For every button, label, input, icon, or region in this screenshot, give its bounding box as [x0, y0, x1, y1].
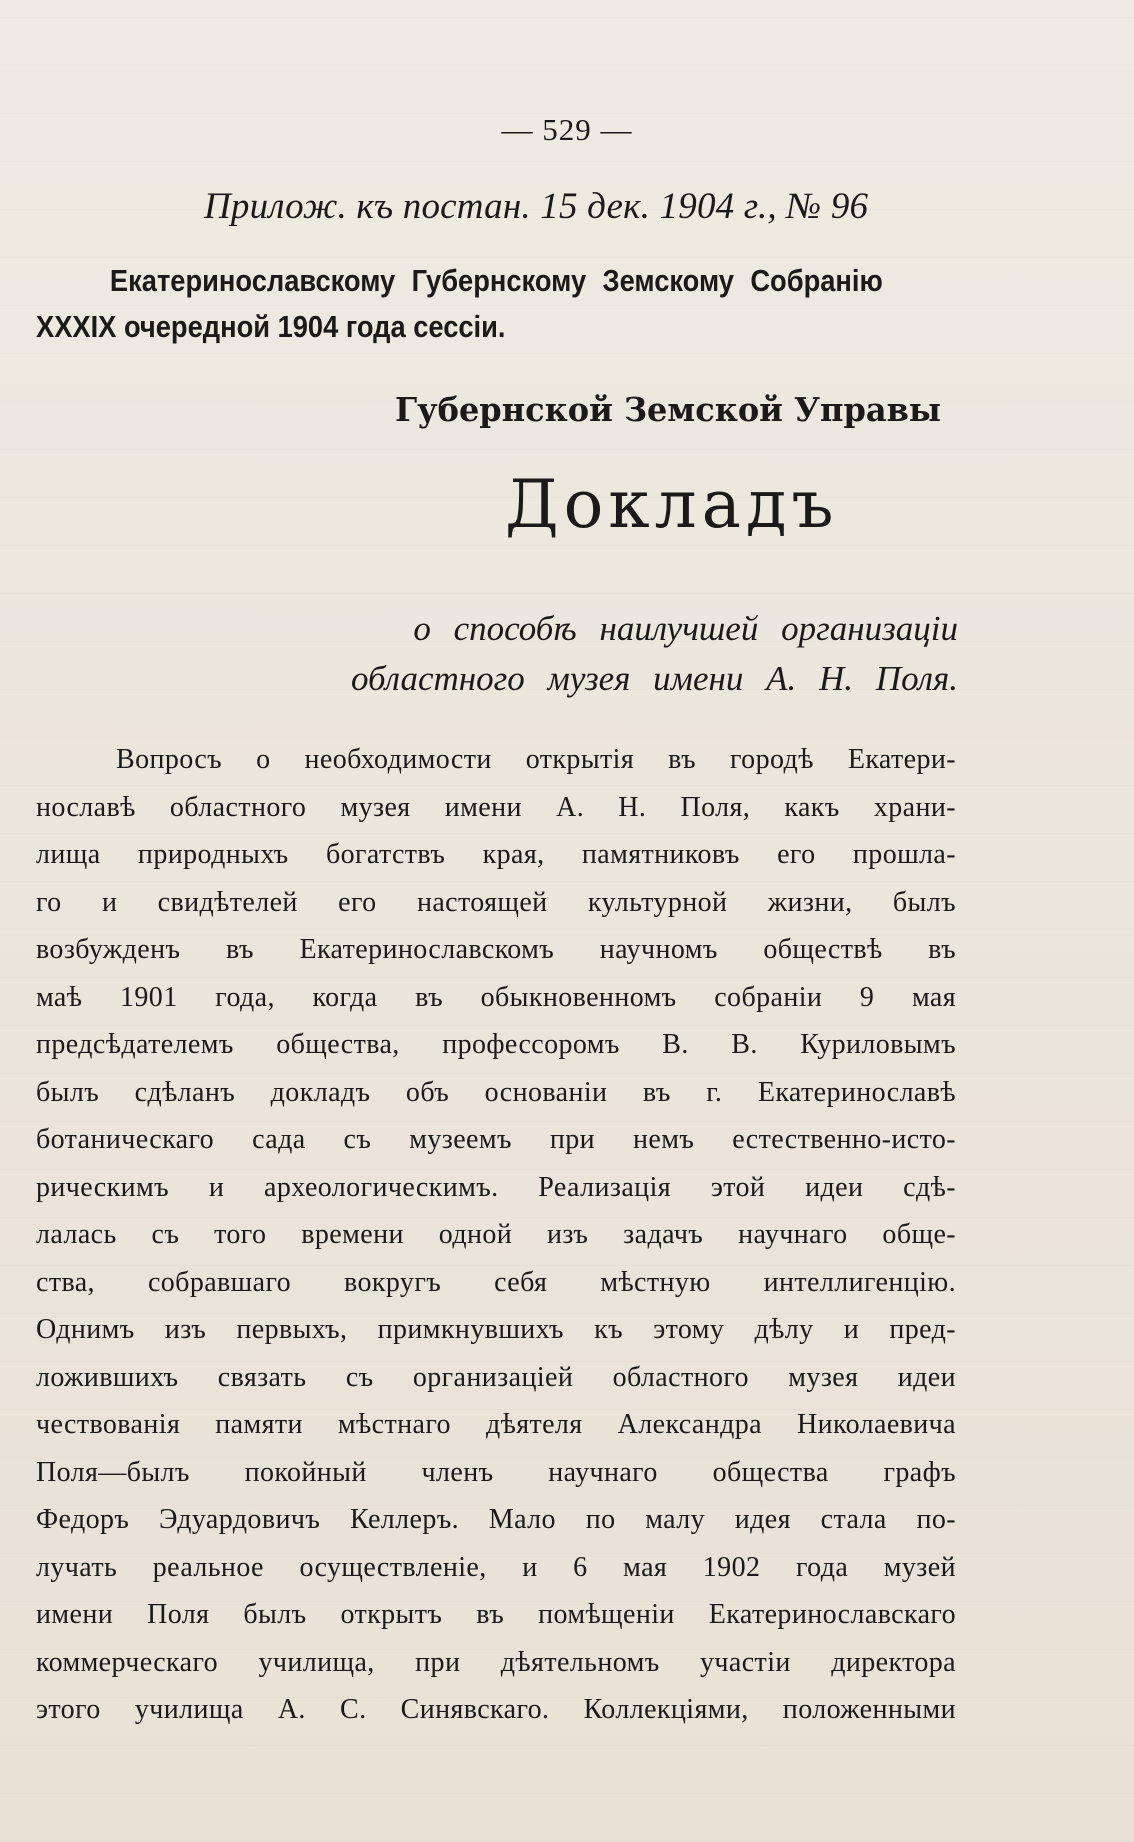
- body-line: Поля—былъ покойный членъ научнаго общества графъ: [36, 1456, 956, 1488]
- addressee-line-1: Екатеринославскому Губернскому Земскому Собранію: [109, 263, 883, 298]
- subtitle-line-2: областного музея имени А. Н. Поля.: [351, 659, 958, 698]
- body-line: лучать реальное осуществленіе, и 6 мая 1902 года музей: [36, 1551, 956, 1583]
- addressee-line-2: XXXIX очередной 1904 года сессіи.: [36, 309, 506, 344]
- document-subtitle: [318, 604, 958, 704]
- body-line: возбужденъ въ Екатеринославскомъ научномъ обществѣ въ: [36, 934, 956, 965]
- body-line: ства, собравшаго вокругъ себя мѣстную интеллигенцію.: [36, 1266, 956, 1298]
- body-line: нославѣ областного музея имени А. Н. Поля, какъ храни-: [36, 791, 956, 823]
- board-heading: Губернской Земской Управы: [395, 390, 941, 429]
- body-line: имени Поля былъ открытъ въ помѣщеніи Екатеринославскаго: [36, 1599, 956, 1630]
- body-line: предсѣдателемъ общества, профессоромъ В. В. Куриловымъ: [36, 1029, 956, 1060]
- body-line: го и свидѣтелей его настоящей культурной жизни, былъ: [36, 886, 956, 918]
- body-line: маѣ 1901 года, когда въ обыкновенномъ собраніи 9 мая: [36, 981, 956, 1013]
- subtitle-line-1: о способѣ наилучшей организаціи: [413, 609, 958, 648]
- body-line: лища природныхъ богатствъ края, памятниковъ его прошла-: [36, 839, 956, 870]
- addressee-block: [36, 258, 883, 350]
- body-line: чествованія памяти мѣстнаго дѣятеля Александра Николаевича: [36, 1409, 956, 1440]
- body-line: рическимъ и археологическимъ. Реализація этой идеи сдѣ-: [36, 1171, 956, 1203]
- body-line: ботаническаго сада съ музеемъ при немъ естественно-исто-: [36, 1124, 956, 1155]
- body-line: Однимъ изъ первыхъ, примкнувшихъ къ этому дѣлу и пред-: [36, 1314, 956, 1345]
- body-line: лалась съ того времени одной изъ задачъ научнаго обще-: [36, 1219, 956, 1250]
- page-number: — 529 —: [501, 112, 633, 147]
- body-line: этого училища А. С. Синявскаго. Коллекціями, положенными: [36, 1694, 956, 1725]
- body-line: Вопросъ о необходимости открытія въ городѣ Екатери-: [116, 744, 956, 775]
- body-paragraph: [36, 736, 956, 1734]
- body-line: Федоръ Эдуардовичъ Келлеръ. Мало по малу идея стала по-: [36, 1504, 956, 1535]
- appendix-note: Прилож. къ постан. 15 дек. 1904 г., № 96: [204, 186, 869, 227]
- body-line: былъ сдѣланъ докладъ объ основаніи въ г. Екатеринославѣ: [36, 1076, 956, 1108]
- body-line: ложившихъ связать съ организаціей областного музея идеи: [36, 1361, 956, 1393]
- document-title: Докладъ: [505, 466, 839, 543]
- body-line: коммерческаго училища, при дѣятельномъ участіи директора: [36, 1646, 956, 1678]
